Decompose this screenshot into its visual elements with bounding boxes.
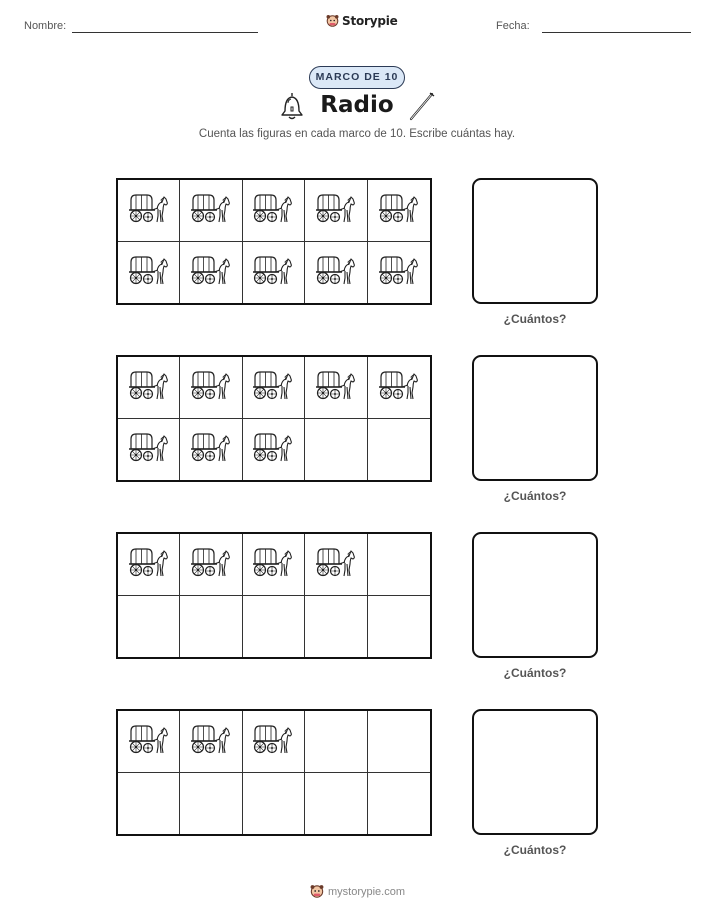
covered-wagon-icon [251,191,295,230]
covered-wagon-icon [189,430,233,469]
covered-wagon-icon [377,368,421,407]
ten-frame-cell [180,773,242,835]
ten-frame-cell [118,596,180,658]
footer-url: mystorypie.com [328,885,406,898]
answer-label: ¿Cuántos? [503,843,567,857]
footer [310,884,405,899]
ten-frame-cell [305,180,367,242]
ten-frame-cell [243,357,305,419]
storypie-mascot-icon [310,884,324,899]
covered-wagon-icon [189,545,233,584]
date-label: Fecha: [496,20,530,32]
ten-frame-cell [118,180,180,242]
ten-frame-cell [180,242,242,304]
name-field[interactable] [72,32,258,33]
answer-box[interactable] [472,178,598,304]
ten-frame-cell [368,534,430,596]
covered-wagon-icon [314,253,358,292]
ten-frame-cell [118,357,180,419]
brand-name: Storypie [342,14,398,28]
ten-frame-cell [118,242,180,304]
covered-wagon-icon [251,253,295,292]
covered-wagon-icon [127,368,171,407]
covered-wagon-icon [189,722,233,761]
ten-frame-cell [243,773,305,835]
ten-frame-cell [368,242,430,304]
ten-frame-cell [305,773,367,835]
ten-frame-cell [243,596,305,658]
answer-label: ¿Cuántos? [503,489,567,503]
ten-frame-cell [243,711,305,773]
ten-frame-cell [368,357,430,419]
ten-frame-cell [305,357,367,419]
ten-frame [116,532,432,659]
ten-frame [116,709,432,836]
ten-frame-cell [305,711,367,773]
ten-frame [116,355,432,482]
answer-box[interactable] [472,355,598,481]
ten-frame-cell [180,180,242,242]
covered-wagon-icon [127,253,171,292]
covered-wagon-icon [377,191,421,230]
covered-wagon-icon [189,191,233,230]
ten-frame-cell [368,773,430,835]
covered-wagon-icon [127,722,171,761]
date-field[interactable] [542,32,691,33]
wand-icon [408,90,436,122]
ten-frame-cell [305,534,367,596]
ten-frame-cell [180,419,242,481]
storypie-mascot-icon [326,14,339,28]
instructions: Cuenta las figuras en cada marco de 10. Escribe cuántas hay. [198,128,516,140]
ten-frame-cell [305,419,367,481]
covered-wagon-icon [314,368,358,407]
covered-wagon-icon [127,430,171,469]
covered-wagon-icon [189,368,233,407]
ten-frame-cell [305,242,367,304]
answer-box[interactable] [472,532,598,658]
ten-frame-cell [118,534,180,596]
ten-frame-cell [368,711,430,773]
ten-frame-cell [243,419,305,481]
ten-frame-cell [180,596,242,658]
ten-frame-cell [368,180,430,242]
page-title: Radio [320,92,394,118]
ten-frame-cell [180,357,242,419]
answer-label: ¿Cuántos? [503,312,567,326]
ten-frame-cell [368,596,430,658]
covered-wagon-icon [377,253,421,292]
ten-frame-cell [118,419,180,481]
name-label: Nombre: [24,20,67,32]
ten-frame-cell [243,242,305,304]
ten-frame-cell [118,773,180,835]
ten-frame [116,178,432,305]
ten-frame-cell [180,534,242,596]
topic-badge: MARCO DE 10 [309,66,405,89]
answer-label: ¿Cuántos? [503,666,567,680]
ten-frame-cell [305,596,367,658]
ten-frame-cell [243,180,305,242]
ten-frame-cell [368,419,430,481]
covered-wagon-icon [251,722,295,761]
covered-wagon-icon [127,545,171,584]
covered-wagon-icon [314,191,358,230]
answer-box[interactable] [472,709,598,835]
brand-logo [326,14,398,28]
ten-frame-cell [180,711,242,773]
covered-wagon-icon [189,253,233,292]
ten-frame-cell [243,534,305,596]
covered-wagon-icon [251,368,295,407]
covered-wagon-icon [251,430,295,469]
ten-frame-cell [118,711,180,773]
covered-wagon-icon [251,545,295,584]
covered-wagon-icon [127,191,171,230]
covered-wagon-icon [314,545,358,584]
